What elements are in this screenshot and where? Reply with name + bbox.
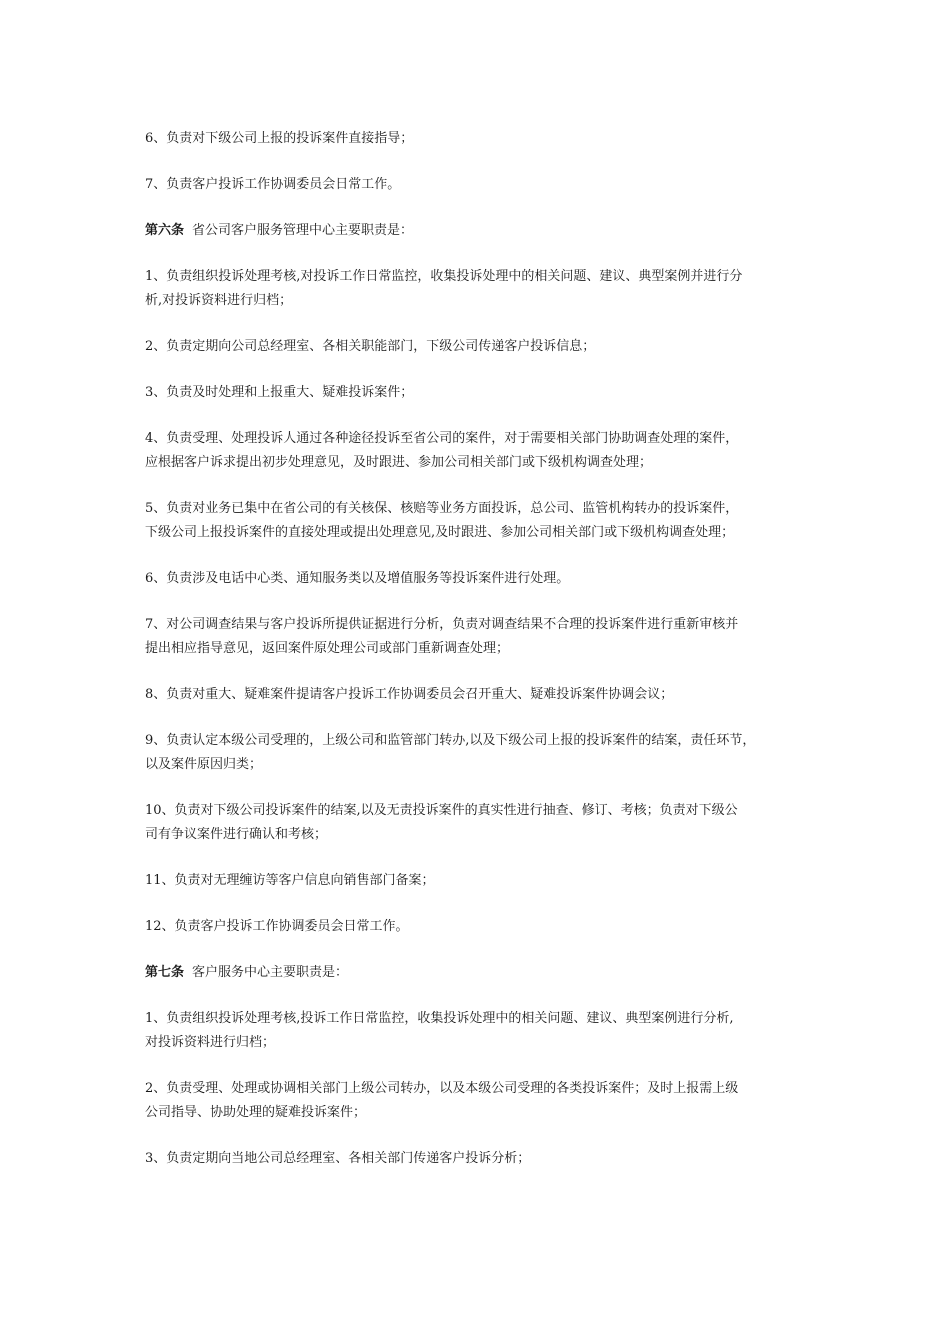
text-line: 对投诉资料进行归档； — [145, 1035, 276, 1050]
text-line: 11、负责对无理缠访等客户信息向销售部门备案； — [145, 873, 435, 888]
paragraph-duty-12 — [145, 915, 817, 939]
text-line: 5、负责对业务已集中在省公司的有关核保、核赔等业务方面投诉，总公司、监管机构转办的投诉案件， — [145, 501, 739, 516]
text-line: 3、负责定期向当地公司总经理室、各相关部门传递客户投诉分析； — [145, 1151, 531, 1166]
paragraph-item-6 — [145, 127, 817, 151]
article-heading-text: 省公司客户服务管理中心主要职责是： — [192, 223, 414, 238]
text-line: 7、负责客户投诉工作协调委员会日常工作。 — [145, 177, 401, 192]
paragraph-service-duty-3 — [145, 1147, 817, 1171]
article-heading-text: 客户服务中心主要职责是： — [192, 965, 349, 980]
paragraph-duty-8 — [145, 683, 817, 707]
text-line: 12、负责客户投诉工作协调委员会日常工作。 — [145, 919, 409, 934]
text-line: 10、负责对下级公司投诉案件的结案,以及无责投诉案件的真实性进行抽查、修订、考核；负责对下级公 — [145, 803, 738, 818]
text-line: 3、负责及时处理和上报重大、疑难投诉案件； — [145, 385, 414, 400]
text-line: 1、负责组织投诉处理考核,投诉工作日常监控，收集投诉处理中的相关问题、建议、典型案例进行分析, — [145, 1011, 734, 1026]
paragraph-duty-7 — [145, 613, 817, 661]
text-line: 4、负责受理、处理投诉人通过各种途径投诉至省公司的案件，对于需要相关部门协助调查处理的案件， — [145, 431, 739, 446]
paragraph-service-duty-2 — [145, 1077, 817, 1125]
paragraph-duty-11 — [145, 869, 817, 893]
text-line: 下级公司上报投诉案件的直接处理或提出处理意见,及时跟进、参加公司相关部门或下级机构调查处理； — [145, 525, 735, 540]
document-page — [145, 127, 817, 1193]
text-line: 9、负责认定本级公司受理的，上级公司和监管部门转办,以及下级公司上报的投诉案件的结案，责任环节， — [145, 733, 756, 748]
paragraph-duty-6 — [145, 567, 817, 591]
paragraph-duty-5 — [145, 497, 817, 545]
text-line: 司有争议案件进行确认和考核； — [145, 827, 328, 842]
text-line: 应根据客户诉求提出初步处理意见，及时跟进、参加公司相关部门或下级机构调查处理； — [145, 455, 653, 470]
text-line: 7、对公司调查结果与客户投诉所提供证据进行分析，负责对调查结果不合理的投诉案件进行重新审核并 — [145, 617, 739, 632]
article-heading-7 — [145, 961, 817, 985]
paragraph-item-7 — [145, 173, 817, 197]
text-line: 2、负责受理、处理或协调相关部门上级公司转办，以及本级公司受理的各类投诉案件；及时上报需上级 — [145, 1081, 739, 1096]
text-line: 8、负责对重大、疑难案件提请客户投诉工作协调委员会召开重大、疑难投诉案件协调会议； — [145, 687, 674, 702]
paragraph-service-duty-1 — [145, 1007, 817, 1055]
text-line: 2、负责定期向公司总经理室、各相关职能部门，下级公司传递客户投诉信息； — [145, 339, 596, 354]
article-heading-6 — [145, 219, 817, 243]
paragraph-duty-2 — [145, 335, 817, 359]
paragraph-duty-1 — [145, 265, 817, 313]
text-line: 6、负责涉及电话中心类、通知服务类以及增值服务等投诉案件进行处理。 — [145, 571, 570, 586]
text-line: 公司指导、协助处理的疑难投诉案件； — [145, 1105, 367, 1120]
paragraph-duty-9 — [145, 729, 817, 777]
text-line: 析,对投诉资料进行归档； — [145, 293, 293, 308]
text-line: 1、负责组织投诉处理考核,对投诉工作日常监控，收集投诉处理中的相关问题、建议、典型案例并进行分 — [145, 269, 743, 284]
text-line: 6、负责对下级公司上报的投诉案件直接指导； — [145, 131, 414, 146]
paragraph-duty-4 — [145, 427, 817, 475]
text-line: 提出相应指导意见，返回案件原处理公司或部门重新调查处理； — [145, 641, 510, 656]
paragraph-duty-10 — [145, 799, 817, 847]
article-label: 第七条 — [145, 965, 185, 980]
text-line: 以及案件原因归类； — [145, 757, 263, 772]
paragraph-duty-3 — [145, 381, 817, 405]
article-label: 第六条 — [145, 223, 185, 238]
